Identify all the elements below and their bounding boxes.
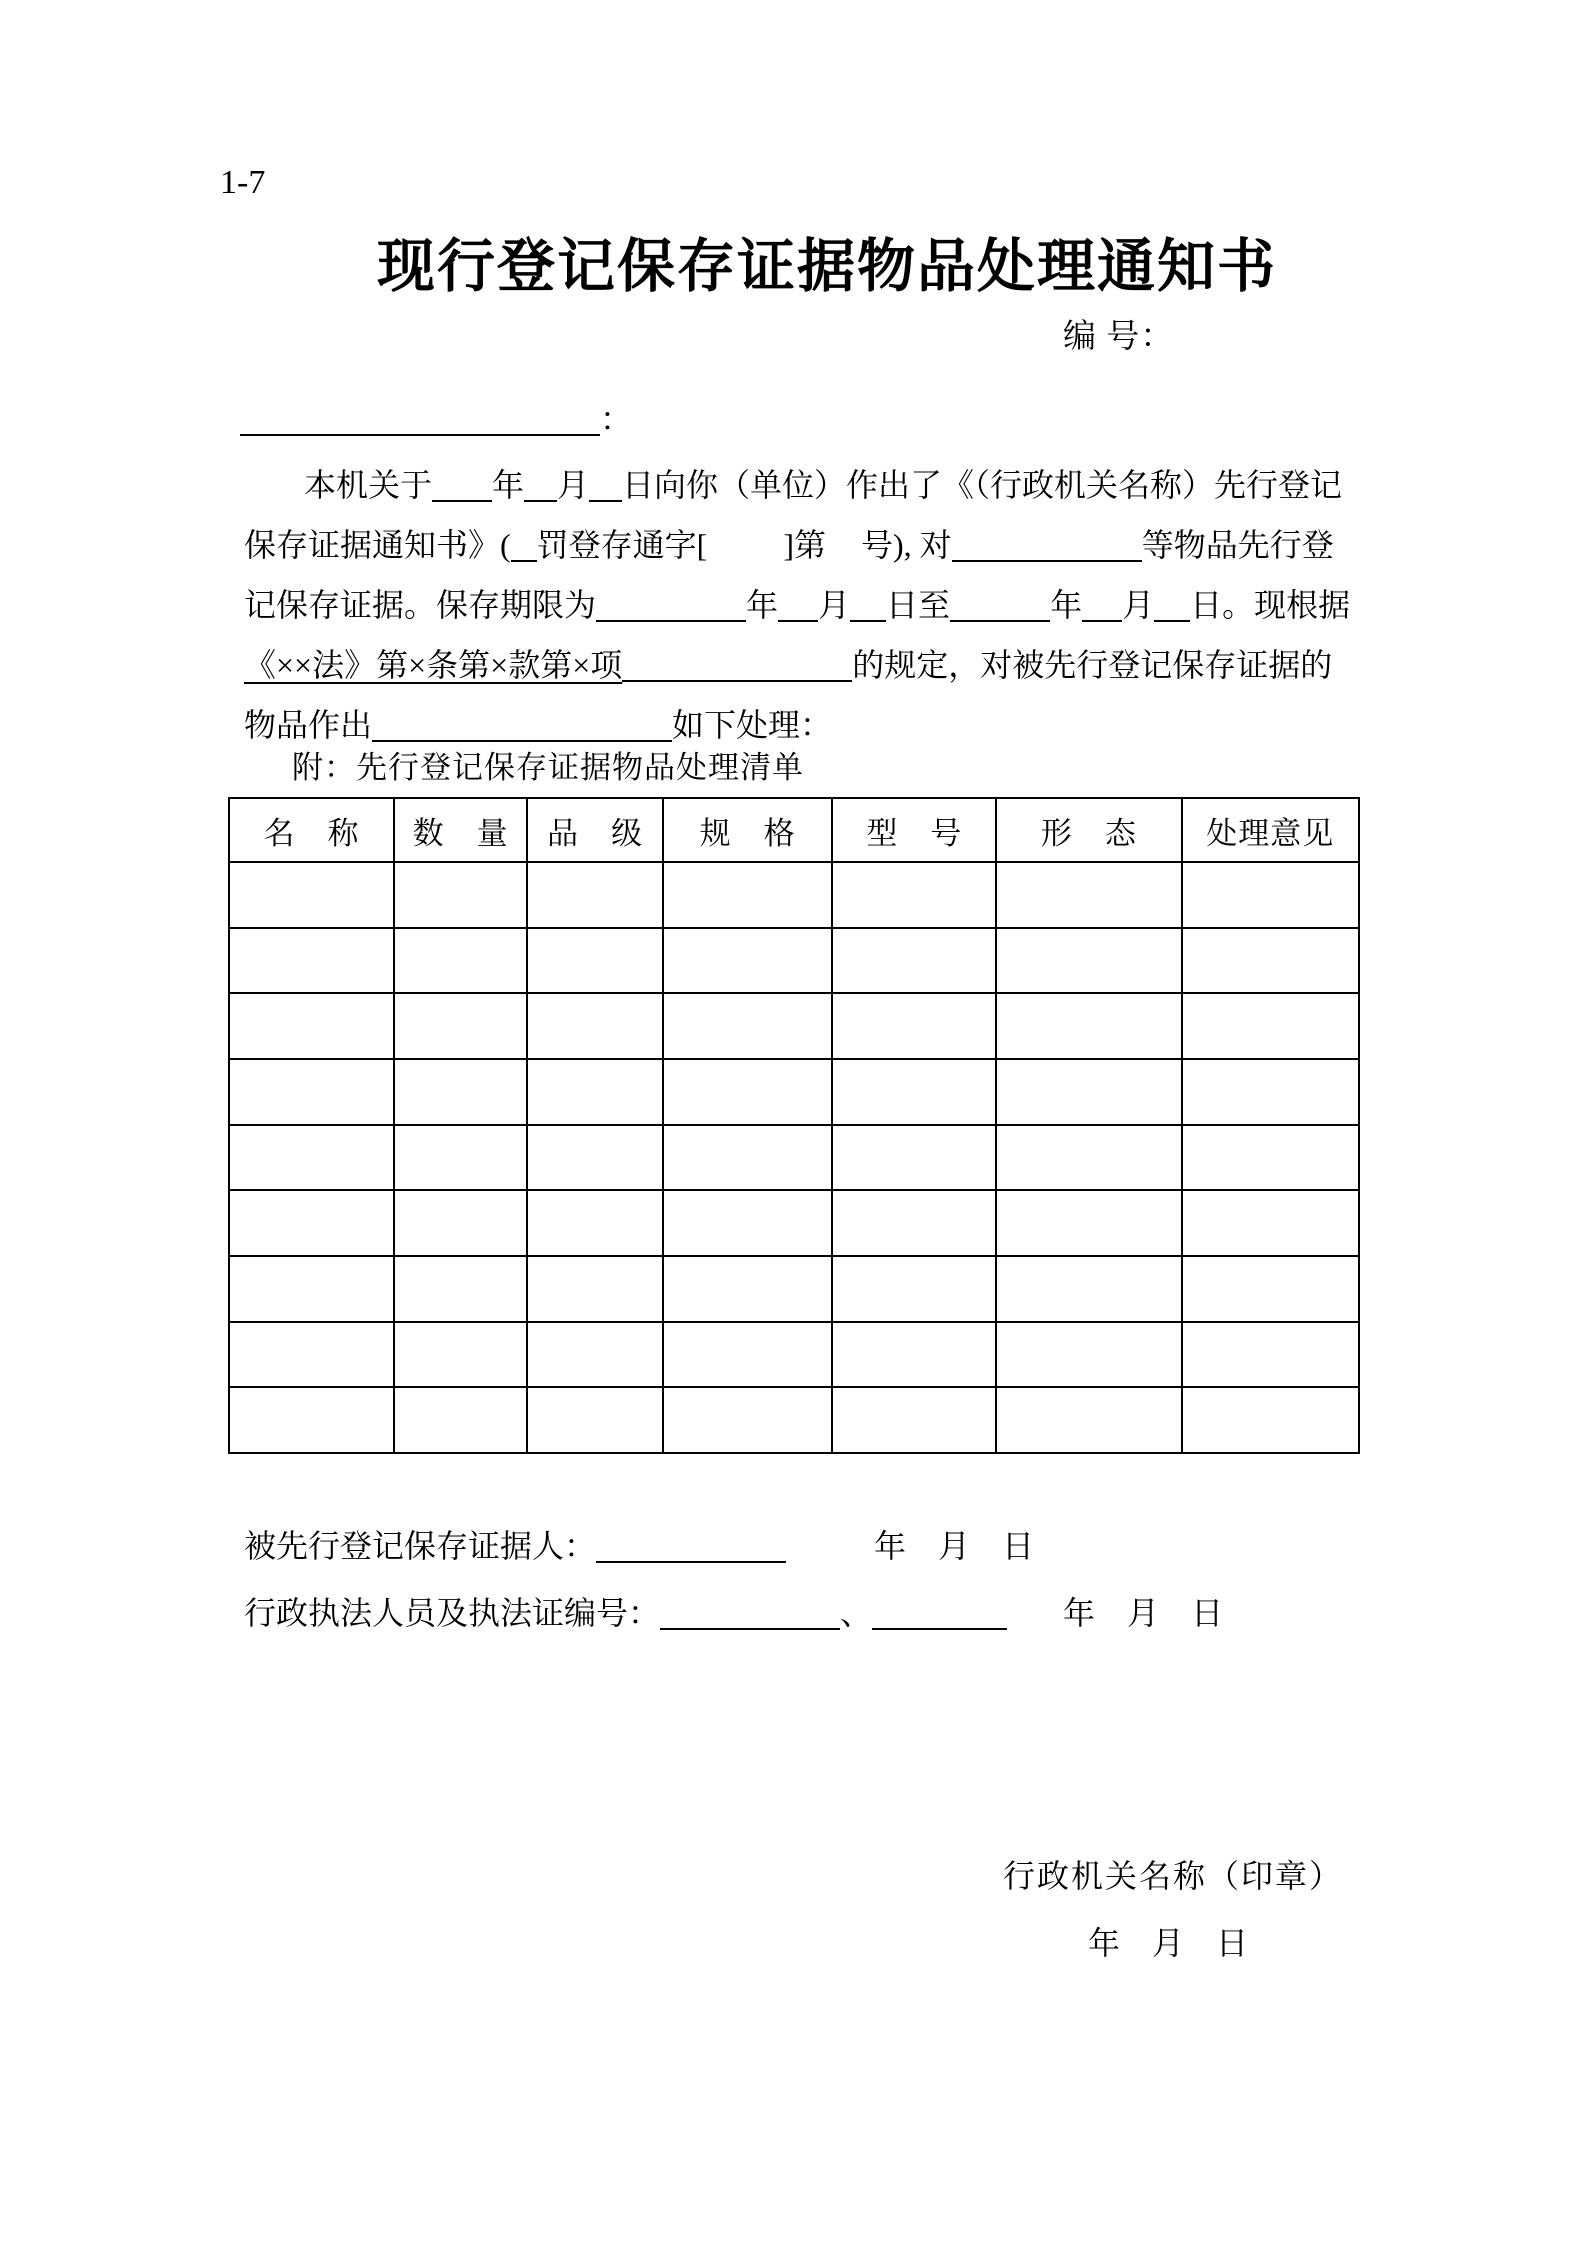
text-segment: 日。现根据 <box>1190 587 1351 623</box>
column-header: 规 格 <box>663 798 833 862</box>
table-cell <box>229 1059 394 1125</box>
table-cell <box>1182 1125 1359 1191</box>
text-segment: 月 <box>938 1528 971 1564</box>
table-row <box>229 1256 1359 1322</box>
table-cell <box>832 1125 996 1191</box>
spacer <box>970 1556 1002 1557</box>
text-segment: 物品作出 <box>244 707 373 743</box>
body-line-3 <box>244 575 1378 635</box>
table-cell <box>527 1059 663 1125</box>
table-row <box>229 1059 1359 1125</box>
column-header: 形 态 <box>996 798 1181 862</box>
table-cell <box>832 1387 996 1453</box>
text-segment: 月 <box>1127 1595 1160 1631</box>
text-segment: 记保存证据。保存期限为 <box>244 587 597 623</box>
evidence-holder-line <box>244 1517 1034 1575</box>
table-row <box>229 1387 1359 1453</box>
text-segment: 行政执法人员及执法证编号： <box>244 1595 661 1631</box>
text-segment: 被先行登记保存证据人： <box>244 1528 597 1564</box>
table-row <box>229 928 1359 994</box>
table-row <box>229 862 1359 928</box>
text-segment: ： <box>600 401 633 437</box>
signature-date-line: 年 月 日 <box>1087 1925 1248 1961</box>
table-cell <box>1182 1387 1359 1453</box>
table-cell <box>832 862 996 928</box>
text-segment: 月 <box>557 467 590 503</box>
table-cell <box>1182 928 1359 994</box>
table-cell <box>527 862 663 928</box>
body-line-2 <box>244 515 1378 575</box>
blank-field <box>1154 590 1190 622</box>
blank-field <box>596 1531 786 1563</box>
table-header-row <box>229 798 1359 862</box>
table-cell <box>394 862 527 928</box>
table-cell <box>527 1322 663 1388</box>
table-cell <box>663 862 833 928</box>
table-cell <box>229 1190 394 1256</box>
enforcement-officer-line <box>244 1584 1223 1642</box>
table-cell <box>394 1256 527 1322</box>
text-segment: 日至 <box>886 587 951 623</box>
spacer <box>707 555 783 556</box>
table-cell <box>663 1059 833 1125</box>
table-cell <box>394 928 527 994</box>
table-cell <box>996 928 1181 994</box>
text-segment: 日 <box>1191 1595 1224 1631</box>
blank-field <box>240 404 600 436</box>
table-cell <box>229 1387 394 1453</box>
items-table-wrap <box>228 797 1360 1454</box>
body-paragraph <box>244 455 1378 755</box>
spacer <box>906 1556 938 1557</box>
table-cell <box>663 1190 833 1256</box>
table-cell <box>229 1125 394 1191</box>
addressee-line <box>240 392 632 447</box>
items-table <box>228 797 1360 1454</box>
text-segment: 年 <box>1050 587 1083 623</box>
table-cell <box>527 1125 663 1191</box>
text-segment: 罚登存通字[ <box>536 527 708 563</box>
table-cell <box>996 1190 1181 1256</box>
blank-field <box>950 590 1050 622</box>
attachment-note: 附：先行登记保存证据物品处理清单 <box>292 750 804 785</box>
table-row <box>229 1190 1359 1256</box>
table-cell <box>394 993 527 1059</box>
table-cell <box>394 1322 527 1388</box>
spacer <box>826 555 861 556</box>
table-cell <box>229 862 394 928</box>
table-row <box>229 1322 1359 1388</box>
blank-field <box>1082 590 1122 622</box>
table-cell <box>1182 1256 1359 1322</box>
table-cell <box>394 1387 527 1453</box>
text-segment: 日 <box>1002 1528 1035 1564</box>
blank-field <box>524 470 557 502</box>
table-cell <box>229 928 394 994</box>
spacer <box>786 1556 874 1557</box>
table-cell <box>663 1387 833 1453</box>
agency-seal-label: 行政机关名称（印章） <box>1003 1858 1344 1894</box>
table-cell <box>832 993 996 1059</box>
column-header: 名 称 <box>229 798 394 862</box>
table-row <box>229 1125 1359 1191</box>
blank-field <box>511 530 537 562</box>
blank-field <box>372 710 672 742</box>
text-segment: 年 <box>492 467 525 503</box>
table-cell <box>832 1190 996 1256</box>
blank-field <box>952 530 1142 562</box>
table-cell <box>996 1125 1181 1191</box>
table-cell <box>394 1190 527 1256</box>
table-cell <box>1182 862 1359 928</box>
table-cell <box>996 993 1181 1059</box>
text-segment: ]第 <box>783 527 827 563</box>
spacer <box>1095 1623 1127 1624</box>
text-segment: 本机关于 <box>304 467 433 503</box>
document-number-label: 编 号： <box>1063 319 1175 355</box>
table-cell <box>527 928 663 994</box>
table-cell <box>527 1387 663 1453</box>
spacer <box>1159 1623 1191 1624</box>
blank-field <box>596 590 746 622</box>
table-cell <box>663 1256 833 1322</box>
text-segment: 的规定，对被先行登记保存证据的 <box>852 647 1333 683</box>
text-segment: 如下处理： <box>672 707 833 743</box>
table-row <box>229 993 1359 1059</box>
text-segment: 年 <box>874 1528 907 1564</box>
text-segment: 日向你（单位）作出了《（行政机关名称）先行登记 <box>622 467 1343 503</box>
table-cell <box>996 1387 1181 1453</box>
text-segment: 月 <box>1122 587 1155 623</box>
text-segment: 保存证据通知书》( <box>244 527 511 563</box>
table-cell <box>229 1256 394 1322</box>
table-cell <box>832 1256 996 1322</box>
table-cell <box>1182 1322 1359 1388</box>
text-segment: 号), 对 <box>861 527 952 563</box>
underlined-text-segment: 《××法》第×条第×款第×项 <box>244 647 623 683</box>
table-cell <box>229 1322 394 1388</box>
table-cell <box>663 928 833 994</box>
blank-field <box>778 590 818 622</box>
text-segment: 、 <box>840 1595 873 1631</box>
table-cell <box>996 862 1181 928</box>
table-cell <box>832 1322 996 1388</box>
column-header: 型 号 <box>832 798 996 862</box>
table-cell <box>663 993 833 1059</box>
table-cell <box>996 1322 1181 1388</box>
table-cell <box>663 1322 833 1388</box>
text-segment: 等物品先行登 <box>1141 527 1334 563</box>
text-segment: 月 <box>818 587 851 623</box>
table-cell <box>1182 1190 1359 1256</box>
blank-field <box>432 470 492 502</box>
text-segment: 年 <box>1063 1595 1096 1631</box>
table-cell <box>1182 993 1359 1059</box>
column-header: 品 级 <box>527 798 663 862</box>
table-cell <box>996 1059 1181 1125</box>
spacer <box>1007 1623 1063 1624</box>
body-line-1 <box>244 455 1378 515</box>
table-cell <box>394 1059 527 1125</box>
column-header: 处理意见 <box>1182 798 1359 862</box>
table-cell <box>832 1059 996 1125</box>
blank-field <box>660 1598 840 1630</box>
table-cell <box>527 993 663 1059</box>
table-cell <box>527 1190 663 1256</box>
table-cell <box>394 1125 527 1191</box>
column-header: 数 量 <box>394 798 527 862</box>
text-segment: 年 <box>746 587 779 623</box>
table-cell <box>663 1125 833 1191</box>
table-cell <box>996 1256 1181 1322</box>
blank-field <box>589 470 622 502</box>
blank-field <box>622 650 852 682</box>
table-cell <box>832 928 996 994</box>
table-cell <box>527 1256 663 1322</box>
body-line-4 <box>244 635 1378 695</box>
page-title: 现行登记保存证据物品处理通知书 <box>376 234 1277 299</box>
table-cell <box>229 993 394 1059</box>
blank-field <box>872 1598 1007 1630</box>
table-cell <box>1182 1059 1359 1125</box>
blank-field <box>850 590 886 622</box>
form-code: 1-7 <box>220 164 266 201</box>
